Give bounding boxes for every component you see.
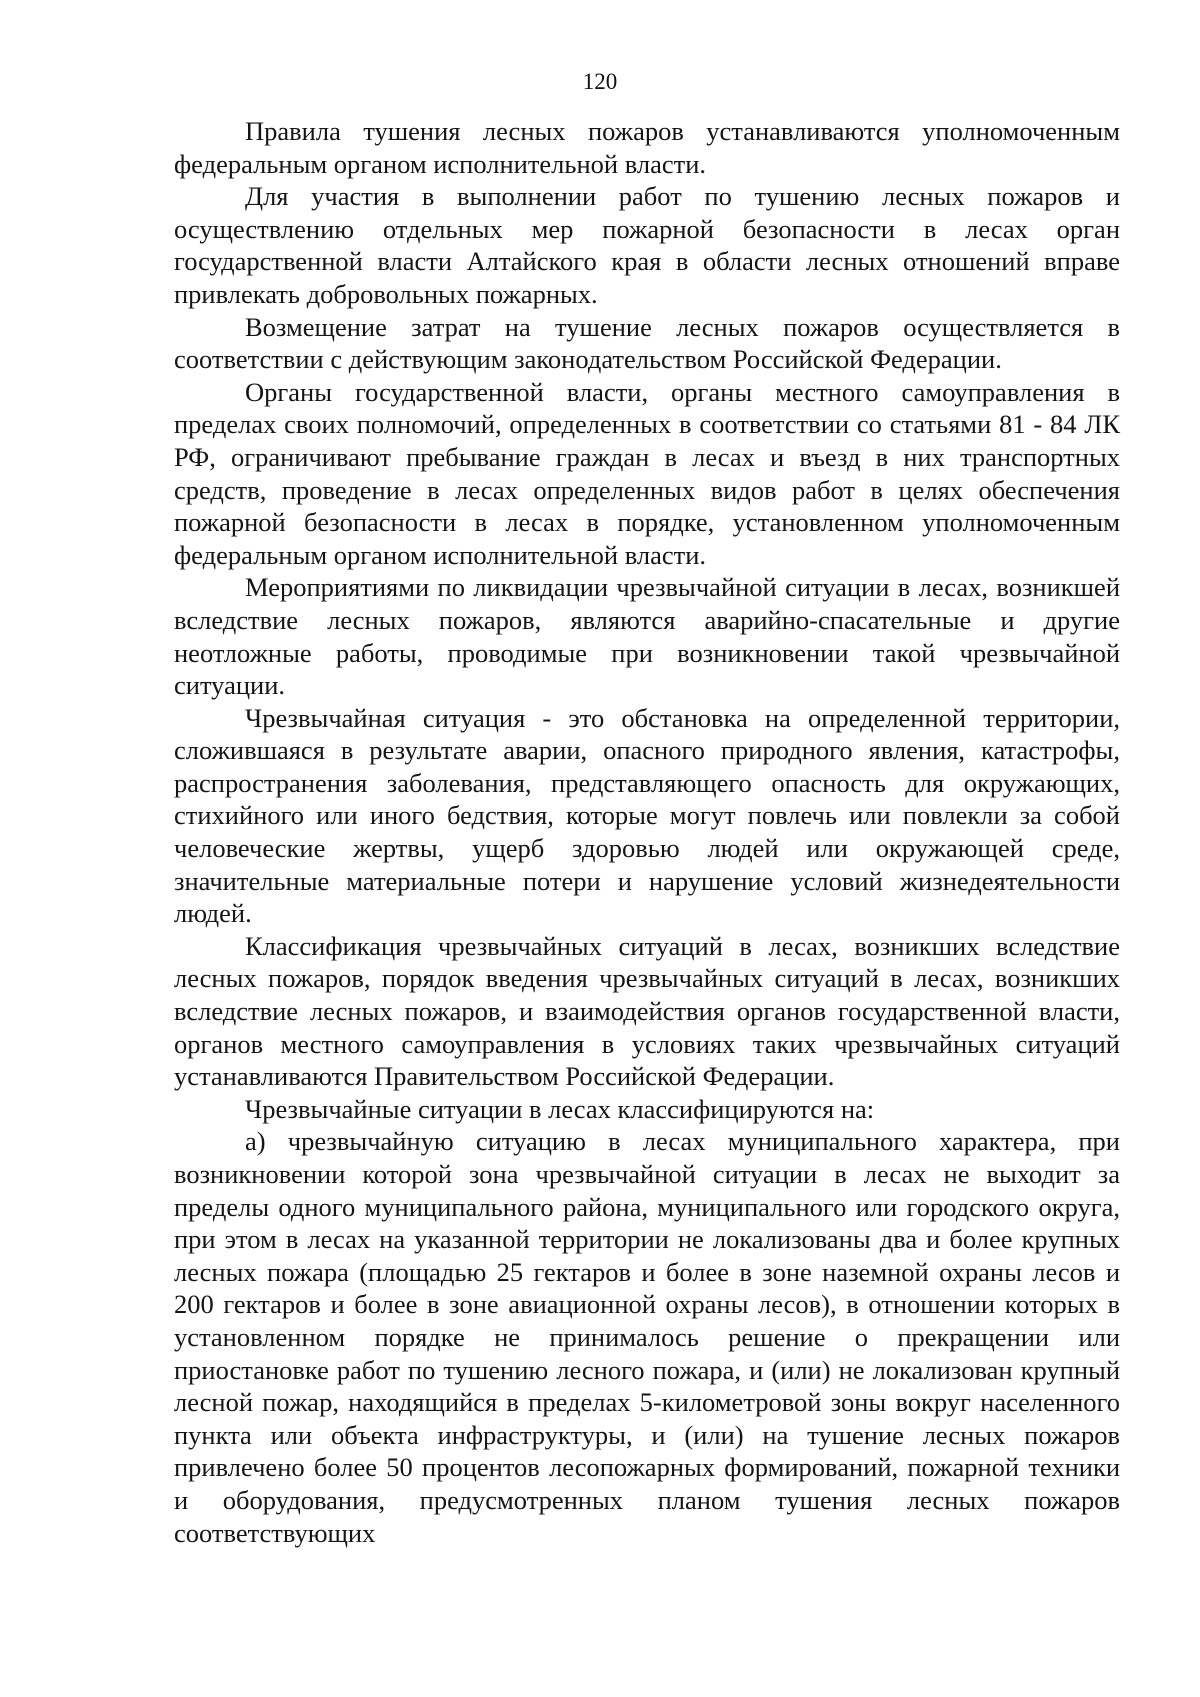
paragraph-emergency-definition: Чрезвычайная ситуация - это обстановка на определенной территории, сложившаяся в результате аварии, опасного природного явления, катастрофы, распространения заболевания, представляющего опасность для окружающих, стихийного или иного бедствия, которые могут повлечь или повлекли за собой человеческие жертвы, ущерб здоровью людей или окружающей среде, значительные материальные потери и нарушение условий жизнедеятельности людей. bbox=[174, 702, 1120, 929]
page-number: 120 bbox=[582, 69, 618, 94]
document-body bbox=[174, 115, 1120, 1549]
paragraph-emergency-measures: Мероприятиями по ликвидации чрезвычайной ситуации в лесах, возникшей вследствие лесных пожаров, являются аварийно-спасательные и другие неотложные работы, проводимые при возникновении такой чрезвычайной ситуации. bbox=[174, 572, 1120, 701]
paragraph-firefighting-rules: Правила тушения лесных пожаров устанавливаются уполномоченным федеральным органом исполнительной власти. bbox=[174, 116, 1120, 179]
paragraph-volunteer-firefighters: Для участия в выполнении работ по тушению лесных пожаров и осуществлению отдельных мер пожарной безопасности в лесах орган государственной власти Алтайского края в области лесных отношений вправе привлекать добровольных пожарных. bbox=[174, 181, 1120, 309]
paragraph-municipal-emergency: а) чрезвычайную ситуацию в лесах муниципального характера, при возникновении которой зона чрезвычайной ситуации в лесах не выходит за пределы одного муниципального района, муниципального или городского округа, при этом в лесах на указанной территории не локализованы два и более крупных лесных пожара (площадью 25 гектаров и более в зоне наземной охраны лесов и 200 гектаров и более в зоне авиационной охраны лесов), в отношении которых в установленном порядке не принималось решение о прекращении или приостановке работ по тушению лесного пожара, и (или) не локализован крупный лесной пожар, находящийся в пределах 5-километровой зоны вокруг населенного пункта или объекта инфраструктуры, и (или) на тушение лесных пожаров привлечено более 50 процентов лесопожарных формирований, пожарной техники и оборудования, предусмотренных планом тушения лесных пожаров соответствующих bbox=[174, 1126, 1120, 1548]
paragraph-emergency-classification: Классификация чрезвычайных ситуаций в лесах, возникших вследствие лесных пожаров, порядок введения чрезвычайных ситуаций в лесах, возникших вследствие лесных пожаров, и взаимодействия органов государственной власти, органов местного самоуправления в условиях таких чрезвычайных ситуаций устанавливаются Правительством Российской Федерации. bbox=[174, 930, 1120, 1092]
paragraph-cost-reimbursement: Возмещение затрат на тушение лесных пожаров осуществляется в соответствии с действующим законодательством Российской Федерации. bbox=[174, 311, 1120, 375]
paragraph-access-restrictions: Органы государственной власти, органы местного самоуправления в пределах своих полномочий, определенных в соответствии со статьями 81 - 84 ЛК РФ, ограничивают пребывание граждан в лесах и въезд в них транспортных средств, проведение в лесах определенных видов работ в целях обеспечения пожарной безопасности в лесах в порядке, установленном уполномоченным федеральным органом исполнительной власти. bbox=[174, 376, 1120, 570]
paragraph-classification-intro: Чрезвычайные ситуации в лесах классифицируются на: bbox=[245, 1093, 875, 1124]
